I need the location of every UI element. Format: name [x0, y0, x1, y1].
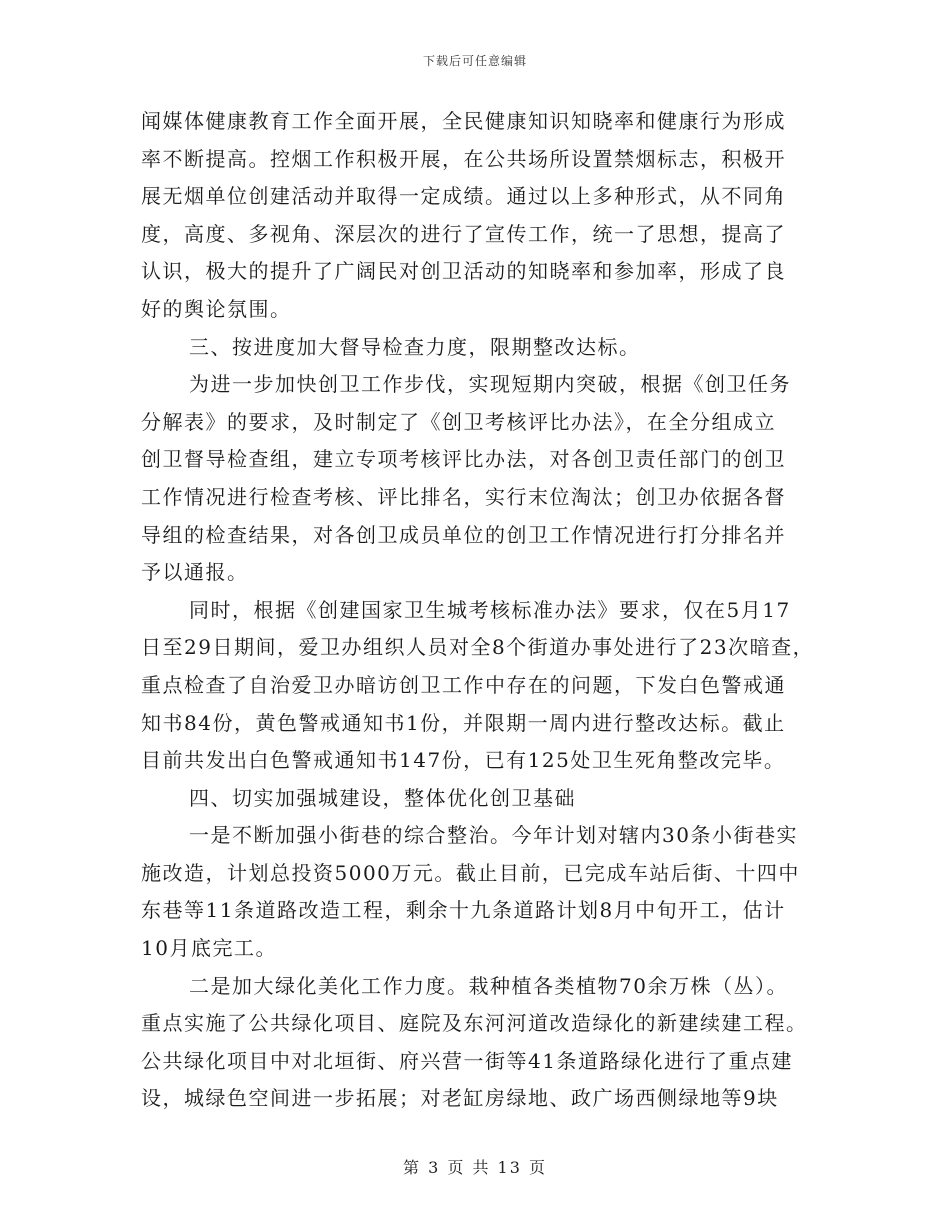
document-body — [141, 103, 831, 1118]
text-line: 为进一步加快创卫工作步伐，实现短期内突破，根据《创卫任务 — [189, 372, 791, 397]
text-line: 一是不断加强小街巷的综合整治。今年计划对辖内30条小街巷实 — [189, 823, 798, 848]
text-line: 同时，根据《创建国家卫生城考核标准办法》要求，仅在5月17 — [189, 597, 791, 622]
text-line: 知书84份，黄色警戒通知书1份，并限期一周内进行整改达标。截止 — [141, 710, 786, 735]
text-line: 重点实施了公共绿化项目、庭院及东河河道改造绿化的新建续建工程。 — [141, 1011, 808, 1036]
section-heading: 四、切实加强城建设，整体优化创卫基础 — [189, 785, 576, 810]
text-line: 闻媒体健康教育工作全面开展，全民健康知识知晓率和健康行为形成 — [141, 109, 786, 133]
text-line: 东巷等11条道路改造工程，剩余十九条道路计划8月中旬开工，估计 — [141, 898, 786, 923]
text-line: 认识，极大的提升了广阔民对创卫活动的知晓率和参加率，形成了良 — [141, 259, 786, 284]
text-line: 日至29日期间，爱卫办组织人员对全8个街道办事处进行了23次暗查， — [141, 635, 815, 660]
section-heading: 三、按进度加大督导检查力度，限期整改达标。 — [189, 334, 641, 359]
text-line: 重点检查了自治爱卫办暗访创卫工作中存在的问题，下发白色警戒通 — [141, 672, 786, 697]
text-line: 二是加大绿化美化工作力度。栽种植各类植物70余万株（丛）。 — [189, 973, 788, 998]
text-line: 目前共发出白色警戒通知书147份，已有125处卫生死角整改完毕。 — [141, 748, 786, 773]
text-line: 10月底完工。 — [141, 936, 277, 961]
text-line: 设，城绿色空间进一步拓展；对老缸房绿地、政广场西侧绿地等9块 — [141, 1086, 779, 1111]
text-line: 工作情况进行检查考核、评比排名，实行末位淘汰；创卫办依据各督 — [141, 484, 786, 509]
text-line: 率不断提高。控烟工作积极开展，在公共场所设置禁烟标志，积极开 — [141, 146, 786, 171]
text-line: 施改造，计划总投资5000万元。截止目前，已完成车站后街、十四中 — [141, 860, 800, 885]
page-header: 下载后可任意编辑 — [422, 54, 527, 68]
text-line: 公共绿化项目中对北垣街、府兴营一街等41条道路绿化进行了重点建 — [141, 1048, 793, 1073]
text-line: 予以通报。 — [141, 560, 249, 585]
text-line: 导组的检查结果，对各创卫成员单位的创卫工作情况进行打分排名并 — [141, 522, 786, 547]
page-footer: 第 3 页 共 13 页 — [403, 1158, 547, 1177]
text-line: 好的舆论氛围。 — [141, 296, 292, 321]
text-line: 展无烟单位创建活动并取得一定成绩。通过以上多种形式，从不同角 — [141, 184, 786, 209]
text-line: 度，高度、多视角、深层次的进行了宣传工作，统一了思想，提高了 — [141, 221, 786, 246]
text-line: 分解表》的要求，及时制定了《创卫考核评比办法》，在全分组成立 — [141, 409, 776, 434]
text-line: 创卫督导检查组，建立专项考核评比办法，对各创卫责任部门的创卫 — [141, 447, 786, 472]
